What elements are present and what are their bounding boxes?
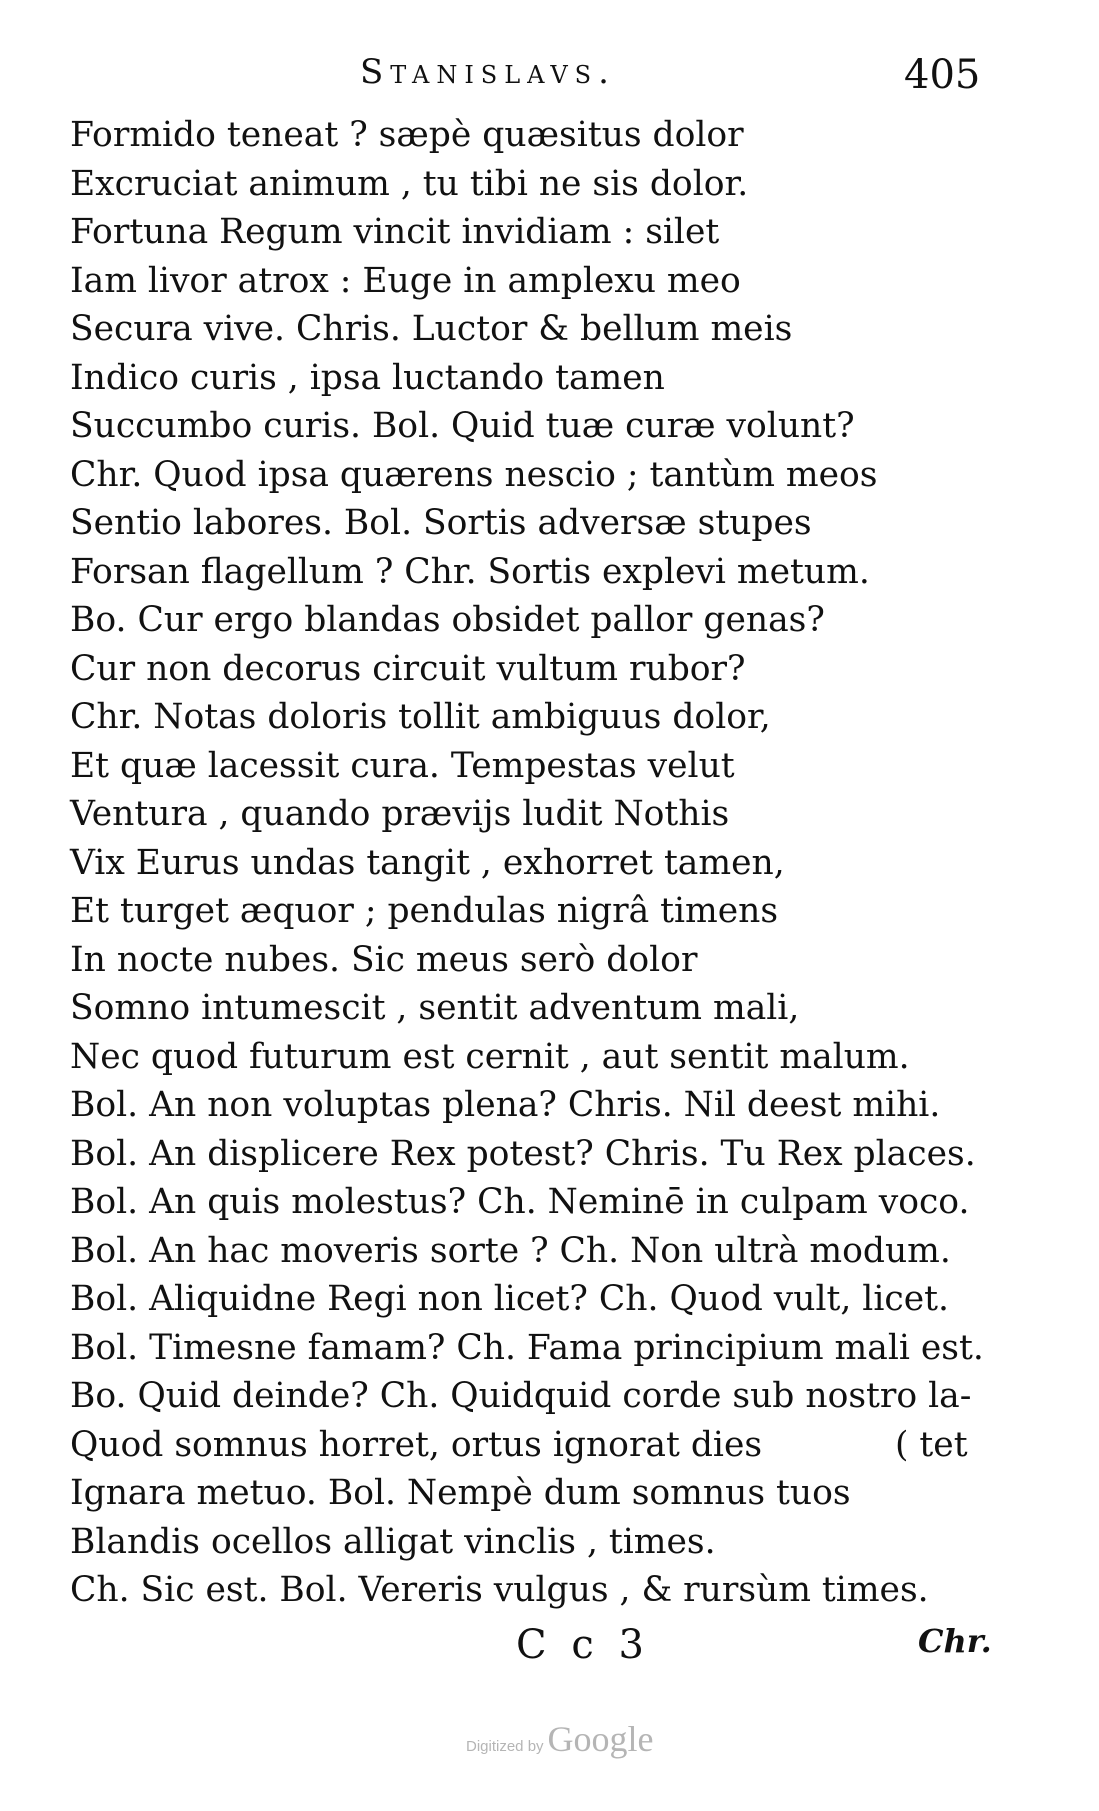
- verse-line: Nec quod futurum est cernit , aut sentit malum.: [70, 1036, 910, 1077]
- verse-line: Ventura , quando prævijs ludit Nothis: [70, 794, 730, 834]
- verse-line: Succumbo curis. Bol. Quid tuæ curæ volunt?: [70, 406, 855, 446]
- catchword: Chr.: [918, 1622, 992, 1660]
- verse-line: Chr. Quod ipsa quærens nescio ; tantùm meos: [70, 454, 878, 495]
- watermark-brand: Google: [547, 1719, 654, 1759]
- verse-line: Fortuna Regum vincit invidiam : silet: [70, 212, 720, 252]
- verse-line-text: Quod somnus horret, ortus ignorat dies: [70, 1424, 763, 1465]
- verse-line: Bol. An displicere Rex potest? Chris. Tu Rex places.: [70, 1133, 976, 1174]
- verse-line: Bo. Quid deinde? Ch. Quidquid corde sub nostro la-: [70, 1376, 972, 1416]
- signature-mark: C c 3: [516, 1622, 650, 1668]
- verse-line: Indico curis , ipsa luctando tamen: [70, 357, 665, 398]
- verse-line: Et quæ lacessit cura. Tempestas velut: [70, 745, 735, 786]
- page-number: 405: [904, 52, 981, 98]
- verse-line: Et turget æquor ; pendulas nigrâ timens: [70, 891, 779, 931]
- running-head: Stanislavs.: [360, 52, 616, 92]
- verse-line: Vix Eurus undas tangit , exhorret tamen,: [70, 842, 785, 883]
- verse-line: Bol. Timesne famam? Ch. Fama principium mali est.: [70, 1327, 984, 1368]
- verse-line: Forsan flagellum ? Chr. Sortis explevi metum.: [70, 551, 870, 592]
- verse-line: Chr. Notas doloris tollit ambiguus dolor,: [70, 697, 771, 737]
- verse-line: Bol. An quis molestus? Ch. Neminē in culpam voco.: [70, 1182, 970, 1222]
- verse-line: Ch. Sic est. Bol. Vereris vulgus , & rursùm times.: [70, 1570, 929, 1610]
- word-turnover: ( tet: [895, 1424, 968, 1465]
- verse-line: Blandis ocellos alligat vinclis , times.: [70, 1521, 716, 1562]
- verse-line: Somno intumescit , sentit adventum mali,: [70, 988, 800, 1028]
- verse-line: Ignara metuo. Bol. Nempè dum somnus tuos: [70, 1473, 851, 1513]
- verse-line: Secura vive. Chris. Luctor & bellum meis: [70, 309, 793, 349]
- verse-line: Bol. Aliquidne Regi non licet? Ch. Quod vult, licet.: [70, 1279, 949, 1319]
- verse-line: Formido teneat ? sæpè quæsitus dolor: [70, 115, 744, 155]
- digitization-watermark: [466, 1718, 654, 1760]
- verse-line: In nocte nubes. Sic meus serò dolor: [70, 939, 698, 980]
- verse-line: Cur non decorus circuit vultum rubor?: [70, 648, 746, 689]
- verse-line: Bo. Cur ergo blandas obsidet pallor genas?: [70, 600, 825, 640]
- verse-line: Sentio labores. Bol. Sortis adversæ stupes: [70, 503, 812, 543]
- verse-line: Iam livor atrox : Euge in amplexu meo: [70, 260, 741, 301]
- watermark-prefix: Digitized by: [466, 1738, 544, 1755]
- verse-line: [70, 1421, 1010, 1470]
- verse-text: [70, 111, 1010, 1615]
- verse-line: Bol. An non voluptas plena? Chris. Nil deest mihi.: [70, 1085, 941, 1125]
- verse-line: Excruciat animum , tu tibi ne sis dolor.: [70, 163, 749, 204]
- verse-line: Bol. An hac moveris sorte ? Ch. Non ultrà modum.: [70, 1230, 951, 1271]
